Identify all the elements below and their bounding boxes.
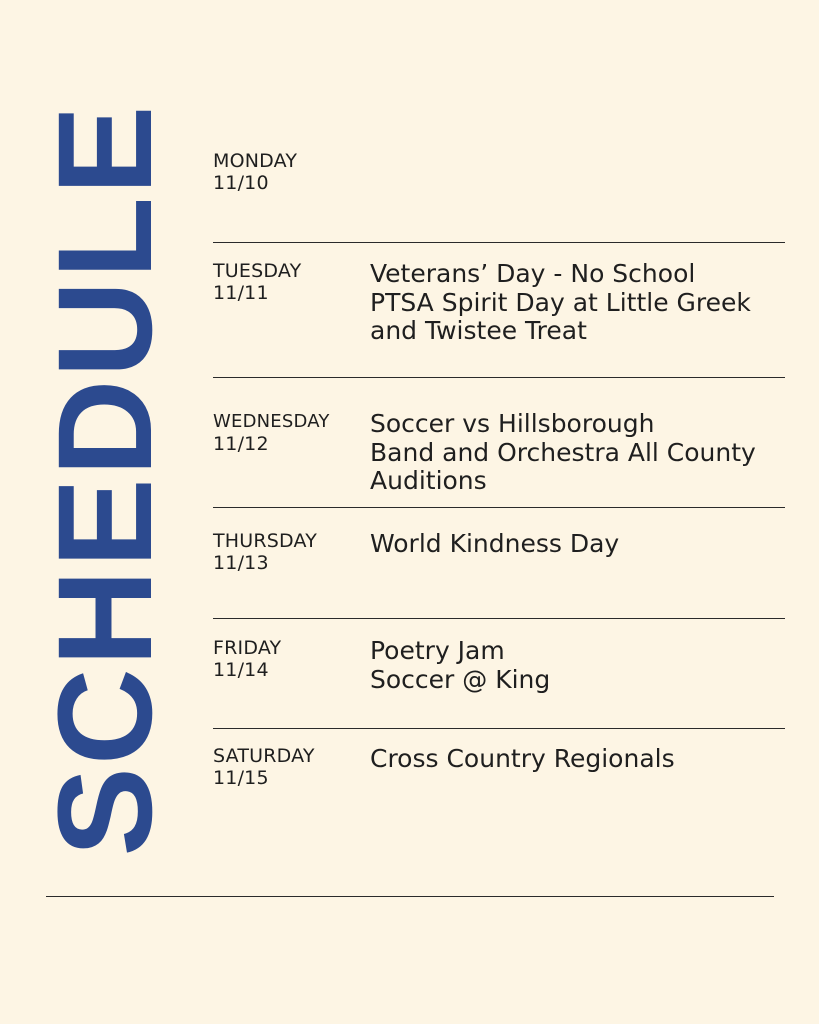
day-label — [213, 260, 301, 304]
event-item: Soccer @ King — [370, 664, 551, 694]
event-list — [370, 745, 790, 774]
event-list — [370, 410, 790, 496]
event-item: and Twistee Treat — [370, 316, 587, 345]
day-name: THURSDAY — [213, 530, 318, 552]
row-divider — [213, 507, 785, 508]
day-label — [213, 637, 281, 681]
event-item: Band and Orchestra All County — [370, 437, 756, 467]
page-title: SCHEDULE — [31, 103, 180, 857]
bottom-divider — [46, 896, 774, 897]
day-label — [213, 530, 317, 574]
event-list — [370, 530, 790, 559]
row-divider — [213, 377, 785, 378]
event-list — [370, 637, 790, 694]
day-label — [213, 745, 315, 789]
day-name: MONDAY — [213, 150, 298, 172]
day-date: 11/15 — [213, 767, 269, 789]
day-name: WEDNESDAY — [213, 411, 330, 432]
row-divider — [213, 728, 785, 729]
event-item: Veterans’ Day - No School — [370, 259, 696, 288]
row-divider — [213, 618, 785, 619]
event-item: Auditions — [370, 466, 487, 495]
day-date: 11/13 — [213, 552, 269, 574]
event-list — [370, 260, 790, 346]
day-date: 11/14 — [213, 659, 269, 681]
event-item: PTSA Spirit Day at Little Greek — [370, 287, 751, 317]
event-item: Cross Country Regionals — [370, 744, 675, 773]
day-name: TUESDAY — [213, 260, 302, 282]
day-date: 11/10 — [213, 172, 269, 194]
event-item: Soccer vs Hillsborough — [370, 409, 655, 438]
day-name: SATURDAY — [213, 745, 315, 767]
day-label — [213, 410, 330, 455]
day-label — [213, 150, 297, 194]
day-date: 11/12 — [213, 433, 269, 455]
day-date: 11/11 — [213, 282, 269, 304]
row-divider — [213, 242, 785, 243]
day-name: FRIDAY — [213, 637, 282, 659]
event-item: Poetry Jam — [370, 636, 505, 665]
event-item: World Kindness Day — [370, 529, 620, 558]
